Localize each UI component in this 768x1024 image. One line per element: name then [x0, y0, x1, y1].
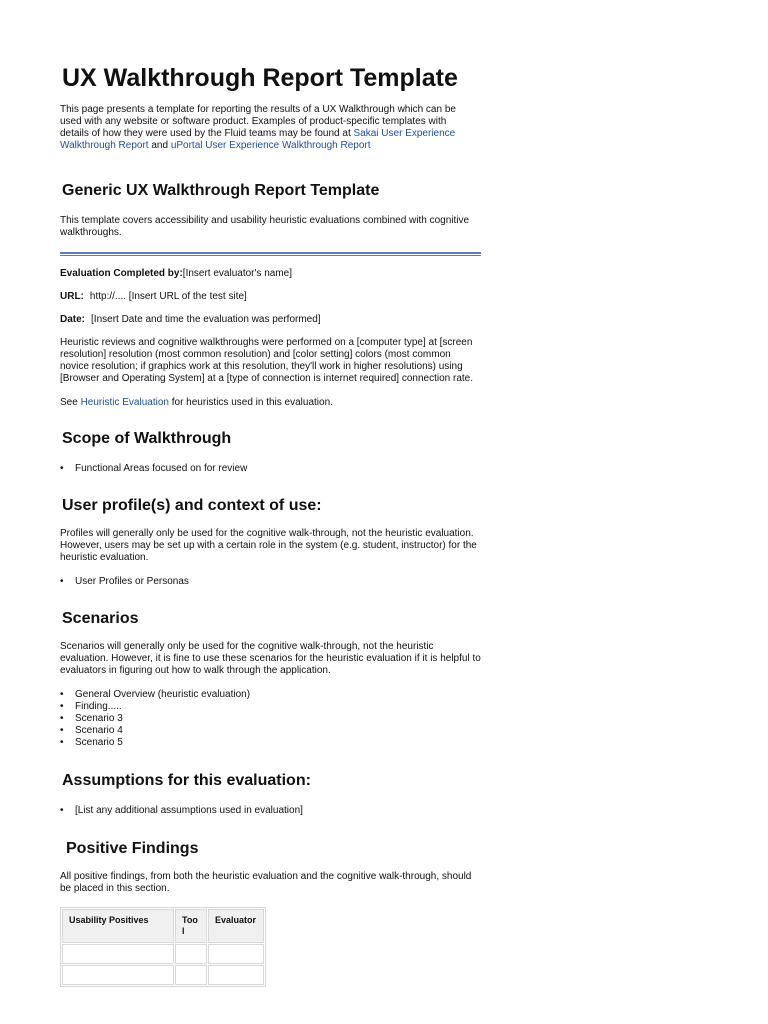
table-cell: [208, 944, 264, 964]
column-header-tool: Too l: [175, 909, 207, 943]
intro-and: and: [148, 140, 171, 151]
assumptions-heading: Assumptions for this evaluation:: [62, 772, 311, 789]
evaluator-value: [Insert evaluator's name]: [182, 268, 292, 279]
scenarios-list: [60, 689, 482, 749]
usability-positives-table: [60, 907, 266, 987]
profiles-list: [60, 576, 482, 588]
date-value: [Insert Date and time the evaluation was performed]: [91, 314, 321, 325]
scenarios-text: Scenarios will generally only be used for the cognitive walk-through, not the heuristic evaluation. However, it is fine to use these scenarios for the heuristic evaluation if it is helpful to evaluators in figuring out how to walk through the application.: [60, 641, 481, 676]
see-before: See: [60, 397, 81, 408]
sakai-report-link[interactable]: Sakai User Experience Walkthrough Report: [60, 128, 456, 151]
profiles-heading: User profile(s) and context of use:: [62, 497, 322, 514]
list-item: • Finding.....: [60, 701, 482, 713]
section-divider: [60, 252, 481, 256]
table-row: [62, 944, 264, 964]
table-cell: [175, 965, 207, 985]
scope-list: [60, 463, 482, 475]
uportal-report-link[interactable]: uPortal User Experience Walkthrough Report: [170, 140, 371, 151]
generic-template-heading: Generic UX Walkthrough Report Template: [62, 182, 380, 199]
url-field: [60, 291, 482, 303]
list-item: • Functional Areas focused on for review: [60, 463, 482, 475]
column-header-usability-positives: Usability Positives: [62, 909, 174, 943]
generic-template-text: This template covers accessibility and usability heuristic evaluations combined with cognitive walkthroughs.: [60, 215, 470, 238]
table-cell: [208, 965, 264, 985]
scope-heading: Scope of Walkthrough: [62, 430, 232, 447]
list-item: • Scenario 4: [60, 725, 482, 737]
date-field: [60, 314, 482, 326]
page-title: UX Walkthrough Report Template: [62, 64, 458, 92]
table-row: [62, 965, 264, 985]
scenarios-heading: Scenarios: [62, 610, 139, 627]
see-line: [60, 397, 482, 409]
list-item: • User Profiles or Personas: [60, 576, 482, 588]
url-label: URL:: [60, 291, 84, 302]
date-label: Date:: [60, 314, 86, 325]
assumptions-list: [60, 805, 482, 817]
table-cell: [175, 944, 207, 964]
document-content: [60, 62, 482, 987]
positive-findings-heading: Positive Findings: [66, 840, 199, 857]
list-item: • Scenario 5: [60, 737, 482, 749]
evaluator-label: Evaluation Completed by:: [60, 268, 183, 279]
heuristic-paragraph: Heuristic reviews and cognitive walkthroughs were performed on a [computer type] at [screen resolution] resolution (most common resolution) and [color setting] colors (most common novice resolution; if graphics work at this resolution, they'll work in higher resolutions) using [Browser and Operating System] at a [type of connection is internet required] connection rate.: [60, 337, 474, 384]
heuristic-evaluation-link[interactable]: Heuristic Evaluation: [80, 397, 169, 408]
table-cell: [62, 965, 174, 985]
profiles-text: Profiles will generally only be used for the cognitive walk-through, not the heuristic evaluation. However, users may be set up with a certain role in the system (e.g. student, instructor) for the heuristic evaluation.: [60, 528, 477, 563]
see-after: for heuristics used in this evaluation.: [168, 397, 333, 408]
table-header-row: [62, 909, 264, 943]
column-header-evaluator: Evaluator: [208, 909, 264, 943]
list-item: • Scenario 3: [60, 713, 482, 725]
list-item: • General Overview (heuristic evaluation): [60, 689, 482, 701]
intro-text: This page presents a template for reporting the results of a UX Walkthrough which can be used with any website or software product. Examples of product-specific templates with details of how they were used by the Fluid teams may be found at: [60, 104, 456, 139]
intro-paragraph: [60, 104, 465, 152]
table-cell: [62, 944, 174, 964]
list-item: • [List any additional assumptions used in evaluation]: [60, 805, 482, 817]
positive-findings-text: All positive findings, from both the heuristic evaluation and the cognitive walk-through, should be placed in this section.: [60, 871, 472, 894]
url-value: http://.... [Insert URL of the test site]: [89, 291, 247, 302]
evaluator-field: [60, 268, 482, 280]
